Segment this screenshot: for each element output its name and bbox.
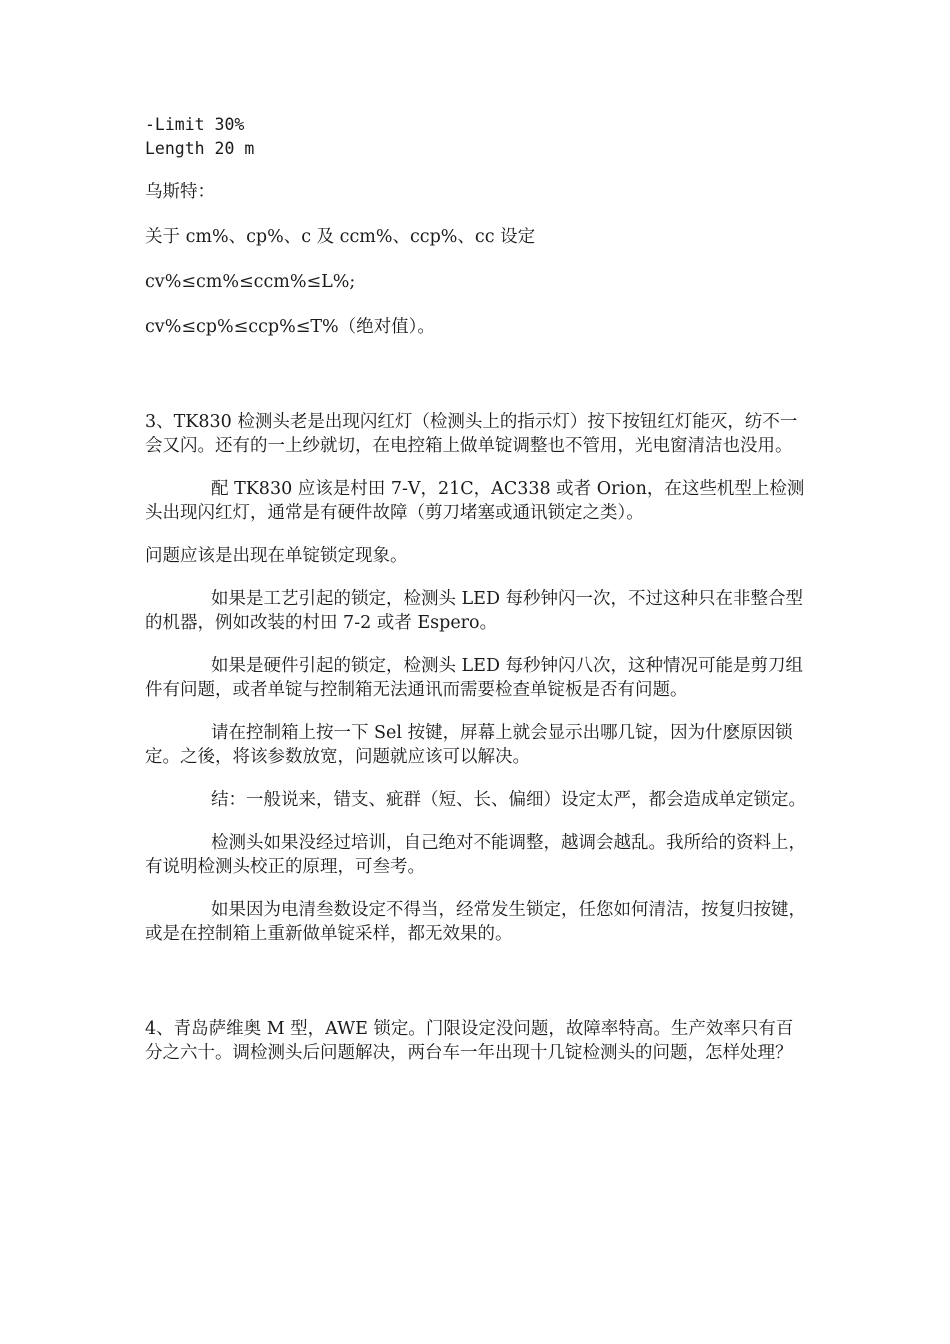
answer-3-paragraph-7: 检测头如果没经过培训，自己绝对不能调整，越调会越乱。我所给的资料上，有说明检测头校正的原理，可叁考。 bbox=[145, 833, 806, 877]
limit-line: -Limit 30% bbox=[145, 115, 245, 134]
answer-3-paragraph-4: 如果是硬件引起的锁定，检测头 LED 每秒钟闪八次，这种情况可能是剪刀组件有问题，或者单锭与控制箱无法通讯而需要检查单锭板是否有问题。 bbox=[145, 656, 804, 700]
formula-cm: cv%≤cm%≤ccm%≤L%; bbox=[145, 272, 356, 292]
formula-cp: cv%≤cp%≤ccp%≤T%（绝对值）。 bbox=[145, 317, 435, 337]
answer-3-paragraph-5: 请在控制箱上按一下 Sel 按键，屏幕上就会显示出哪几锭，因为什麽原因锁定。之後，将该参数放宽，问题就应该可以解决。 bbox=[145, 723, 793, 767]
length-line: Length 20 m bbox=[145, 139, 255, 158]
question-4: 4、青岛萨维奥 M 型，AWE 锁定。门限设定没问题，故障率特高。生产效率只有百分之六十。调检测头后问题解决，两台车一年出现十几锭检测头的问题，怎样处理？ bbox=[145, 1019, 794, 1063]
answer-3-paragraph-1: 配 TK830 应该是村田 7-V，21C，AC338 或者 Orion，在这些机型上检测头出现闪红灯，通常是有硬件故障（剪刀堵塞或通讯锁定之类）。 bbox=[145, 479, 805, 523]
answer-3-paragraph-3: 如果是工艺引起的锁定，检测头 LED 每秒钟闪一次，不过这种只在非整合型的机器，例如改装的村田 7-2 或者 Espero。 bbox=[145, 589, 804, 633]
settings-title: 关于 cm%、cp%、c 及 ccm%、ccp%、cc 设定 bbox=[145, 227, 536, 247]
wusite-label: 乌斯特： bbox=[145, 182, 215, 202]
question-3: 3、TK830 检测头老是出现闪红灯（检测头上的指示灯）按下按钮红灯能灭，纺不一会又闪。还有的一上纱就切，在电控箱上做单锭调整也不管用，光电窗清洁也没用。 bbox=[145, 412, 798, 456]
answer-3-paragraph-2: 问题应该是出现在单锭锁定现象。 bbox=[145, 546, 408, 566]
answer-3-paragraph-6: 结：一般说来，错支、疵群（短、长、偏细）设定太严，都会造成单定锁定。 bbox=[211, 790, 806, 810]
answer-3-paragraph-8: 如果因为电清叁数设定不得当，经常发生锁定，任您如何清洁，按复归按键，或是在控制箱上重新做单锭采样，都无效果的。 bbox=[145, 900, 806, 944]
document-body bbox=[145, 113, 810, 1065]
